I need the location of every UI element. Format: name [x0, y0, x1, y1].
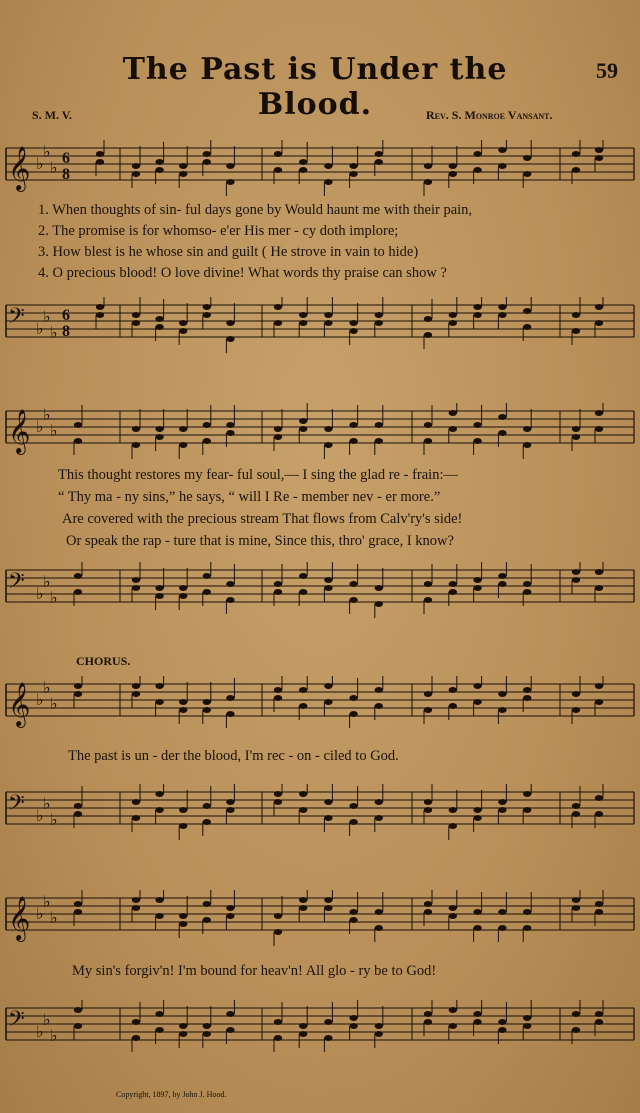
- svg-text:8: 8: [62, 166, 70, 183]
- svg-text:♭: ♭: [50, 908, 58, 927]
- page-number: 59: [596, 58, 618, 83]
- svg-text:♭: ♭: [50, 588, 58, 607]
- svg-text:8: 8: [62, 323, 70, 340]
- verse-3-line-1: 3. How blest is he whose sin and guilt ( He strove in vain to hide): [38, 244, 419, 260]
- verse-2-line-2: “ Thy ma - ny sins,” he says, “ will I Re - member nev - er more.”: [58, 489, 441, 505]
- verse-1-line-1: 1. When thoughts of sin- ful days gone by Would haunt me with their pain,: [38, 202, 473, 218]
- staff-treble-1: [0, 140, 640, 200]
- verse-3-line-2: Are covered with the precious stream That flows from Calv'ry's side!: [62, 511, 463, 527]
- copyright-notice: Copyright, 1897, by John J. Hood.: [116, 1090, 227, 1099]
- svg-text:♭: ♭: [50, 421, 58, 440]
- staff-treble-3: [0, 676, 640, 736]
- svg-text:♭: ♭: [36, 690, 44, 709]
- svg-text:6: 6: [62, 307, 70, 324]
- svg-text:𝄢: 𝄢: [8, 304, 25, 334]
- svg-text:♭: ♭: [43, 892, 51, 911]
- verse-4-line-2: Or speak the rap - ture that is mine, Since this, thro' grace, I know?: [66, 533, 454, 549]
- svg-text:♭: ♭: [50, 1026, 58, 1045]
- hymn-title: The Past is Under the Blood.: [122, 52, 508, 122]
- svg-text:♭: ♭: [36, 319, 44, 338]
- svg-text:♭: ♭: [43, 405, 51, 424]
- svg-text:♭: ♭: [43, 794, 51, 813]
- svg-text:𝄢: 𝄢: [8, 791, 25, 821]
- svg-text:♭: ♭: [50, 323, 58, 342]
- staff-bass-2: [0, 562, 640, 622]
- svg-text:♭: ♭: [43, 307, 51, 326]
- svg-text:6: 6: [62, 150, 70, 167]
- svg-text:𝄢: 𝄢: [8, 1007, 25, 1037]
- composer-credit: Rev. S. Monroe Vansant.: [426, 108, 553, 122]
- verse-2-line-1: 2. The promise is for whomso- e'er His mer - cy doth implore;: [38, 223, 399, 239]
- svg-text:♭: ♭: [43, 142, 51, 161]
- svg-text:♭: ♭: [43, 572, 51, 591]
- verse-1-line-2: This thought restores my fear- ful soul,— I sing the glad re - frain:—: [58, 467, 458, 483]
- svg-text:♭: ♭: [50, 694, 58, 713]
- svg-text:𝄞: 𝄞: [8, 896, 31, 940]
- staff-bass-1: [0, 297, 640, 357]
- staff-bass-3: [0, 784, 640, 844]
- svg-text:𝄞: 𝄞: [8, 409, 31, 453]
- svg-text:♭: ♭: [50, 810, 58, 829]
- verse-4-line-1: 4. O precious blood! O love divine! What words thy praise can show ?: [38, 265, 447, 281]
- svg-text:♭: ♭: [36, 584, 44, 603]
- meter-label: S. M. V.: [32, 108, 72, 122]
- chorus-line-2: My sin's forgiv'n! I'm bound for heav'n! All glo - ry be to God!: [72, 963, 437, 979]
- svg-text:♭: ♭: [36, 806, 44, 825]
- svg-text:♭: ♭: [36, 154, 44, 173]
- svg-text:𝄢: 𝄢: [8, 569, 25, 599]
- chorus-label: CHORUS.: [76, 654, 131, 668]
- staff-treble-2: [0, 403, 640, 463]
- chorus-line-1: The past is un - der the blood, I'm rec - on - ciled to God.: [68, 748, 399, 764]
- svg-text:♭: ♭: [43, 1010, 51, 1029]
- svg-text:♭: ♭: [36, 904, 44, 923]
- staff-bass-4: [0, 1000, 640, 1060]
- svg-text:♭: ♭: [43, 678, 51, 697]
- svg-text:𝄞: 𝄞: [8, 146, 31, 190]
- svg-text:♭: ♭: [50, 158, 58, 177]
- svg-text:♭: ♭: [36, 417, 44, 436]
- staff-treble-4: [0, 890, 640, 950]
- svg-text:𝄞: 𝄞: [8, 682, 31, 726]
- svg-text:♭: ♭: [36, 1022, 44, 1041]
